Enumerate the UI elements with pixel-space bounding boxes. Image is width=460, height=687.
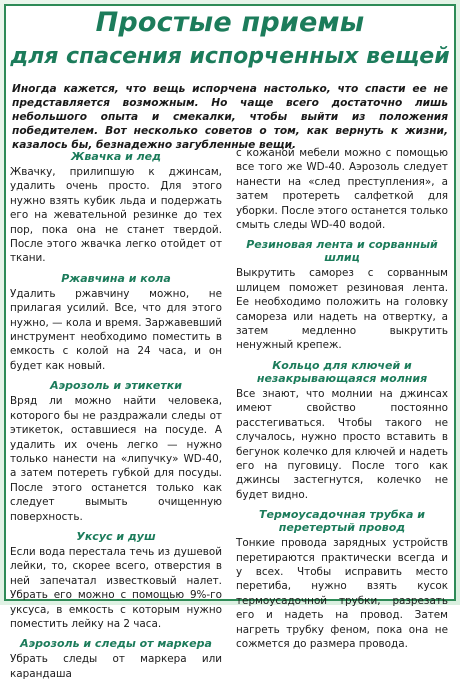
section-heading-marker: Аэрозоль и следы от маркера bbox=[20, 637, 212, 651]
section-heading-gum: Жвачка и лед bbox=[70, 150, 162, 163]
section-text-shower: Если вода перестала течь из душевой лейки, то, скорее всего, отверстия в ней запечатал известковый налет. Убрать его можно с помощью 9%-го уксуса, в емкость с которым нужно поместить лейку на 2 часа. bbox=[10, 545, 222, 630]
lead-paragraph: Иногда кажется, что вещь испорчена настолько, что спасти ее не представляется возможным. Но чаще всего достаточно лишь небольшого опыта и смекалки, чтобы выйти из положения победителем. Вот несколько советов о том, как вернуть к жизни, казалось бы, безнадежно загубленные вещи. bbox=[12, 83, 448, 151]
section-heading-shower: Уксус и душ bbox=[76, 529, 156, 543]
page-subtitle: для спасения испорченных вещей bbox=[10, 44, 450, 69]
page-title: Простые приемы bbox=[95, 7, 365, 38]
section-text-marker-start: Убрать следы от маркера или карандаша bbox=[10, 653, 222, 680]
section-heading-rust: Ржавчина и кола bbox=[61, 271, 171, 285]
section-text-rust: Удалить ржавчину можно, не прилагая усилий. Все, что для этого нужно, — кола и время. Заржавевший инструмент необходимо поместить в емкость с колой на 24 часа, и он будет как новый. bbox=[10, 287, 222, 372]
section-heading-labels: Аэрозоль и этикетки bbox=[50, 379, 182, 393]
left-column bbox=[10, 148, 222, 687]
section-heading-screw: Резиновая лента и сорванный шлиц bbox=[246, 238, 438, 265]
right-column bbox=[236, 146, 448, 657]
section-text-gum: Жвачку, прилипшую к джинсам, удалить очень просто. Для этого нужно взять кубик льда и подержать его на жевательной резинке до тех пор, пока она не станет твердой. После этого жвачка легко отойдет от ткани. bbox=[10, 166, 222, 265]
section-text-zipper: Все знают, что молнии на джинсах имеют свойство постоянно расстегиваться. Чтобы такого не случалось, нужно просто вставить в бегунок колечко для ключей и надеть его на пуговицу. После того как джинсы застегнутся, колечко не будет видно. bbox=[236, 387, 448, 501]
section-text-screw: Выкрутить саморез с сорванным шлицем поможет резиновая лента. Ее необходимо положить на головку самореза или надеть на отвертку, а затем медленно выкрутить ненужный крепеж. bbox=[236, 267, 448, 352]
section-text-labels: Вряд ли можно найти человека, которого бы не раздражали следы от этикеток, оставшиеся на посуде. А удалить их очень легко — нужно только нанести на «липучку» WD-40, а затем потереть губкой для посуды. После этого останется только как следует вымыть очищенную поверхность. bbox=[10, 395, 222, 523]
section-text-marker-continued: с кожаной мебели можно с помощью все того же WD-40. Аэрозоль следует нанести на «след преступления», а затем протереть салфеткой для уборки. После этого останется только смыть следы WD-40 водой. bbox=[236, 147, 448, 232]
section-heading-wire: Термоусадочная трубка и перетертый провод bbox=[259, 508, 425, 535]
section-text-wire: Тонкие провода зарядных устройств перетираются практически всегда и у всех. Чтобы исправить место перетиба, нужно взять кусок термоусадочной трубки, разрезать его и надеть на провод. Затем нагреть трубку феном, пока она не сожмется до размера провода. bbox=[236, 537, 448, 650]
section-heading-zipper: Кольцо для ключей и незакрывающаяся молния bbox=[256, 358, 428, 385]
